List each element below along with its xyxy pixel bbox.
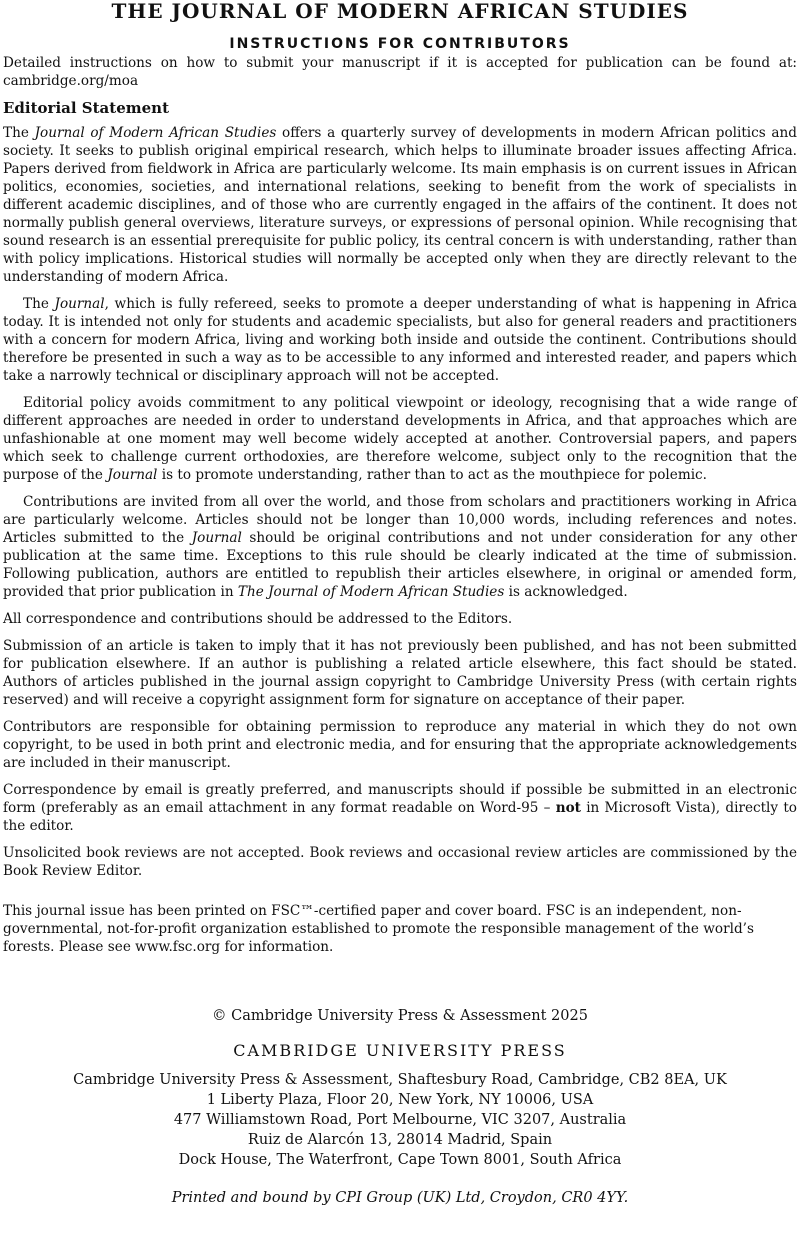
editorial-paragraph-1 [3, 124, 797, 286]
editorial-paragraph-7: Contributors are responsible for obtaining permission to reproduce any material in which they do not own copyright, to be used in both print and electronic media, and for ensuring that the appropriate acknowledgements are included in their manuscript. [3, 719, 797, 771]
fsc-notice: This journal issue has been printed on FSC™-certified paper and cover board. FSC is an independent, non-governmental, not-for-profit organization established to promote the responsible management of the world’s forests. Please see www.fsc.org for information. [3, 903, 754, 955]
editorial-paragraph-6: Submission of an article is taken to imply that it has not previously been published, and has not been submitted for publication elsewhere. If an author is publishing a related article elsewhere, this fact should be stated. Authors of articles published in the journal assign copyright to Cambridge University Press (with certain rights reserved) and will receive a copyright assignment form for signature on acceptance of their paper. [3, 638, 797, 708]
journal-name-italic: The Journal of Modern African Studies [237, 584, 505, 600]
printer-credit: Printed and bound by CPI Group (UK) Ltd, Croydon, CR0 4YY. [171, 1190, 629, 1206]
instructions-subtitle: INSTRUCTIONS FOR CONTRIBUTORS [229, 36, 571, 52]
text-run: in Microsoft Vista), directly to the editor. [3, 800, 797, 834]
editorial-paragraph-9: Unsolicited book reviews are not accepted. Book reviews and occasional review articles are commissioned by the Book Review Editor. [3, 845, 797, 879]
submission-instructions-text: Detailed instructions on how to submit your manuscript if it is accepted for publication can be found at: cambridge.org/moa [3, 55, 797, 89]
text-run: offers a quarterly survey of developments in modern African politics and society. It seeks to publish original empirical research, which helps to illuminate broader issues affecting Africa. Papers derived from fieldwork in Africa are particularly welcome. Its main emphasis is on current issues in African politics, economies, societies, and international relations, seeking to benefit from the work of specialists in different academic disciplines, and of those who are currently engaged in the affairs of the continent. It does not normally publish general overviews, literature surveys, or expressions of personal opinion. While recognising that sound research is an essential prerequisite for public policy, its central concern is with understanding, rather than with policy implications. Historical studies will normally be accepted only when they are directly relevant to the understanding of modern Africa. [3, 125, 797, 285]
publisher-name: CAMBRIDGE UNIVERSITY PRESS [233, 1041, 567, 1060]
journal-name-italic: Journal of Modern African Studies [34, 125, 277, 141]
journal-name-italic: Journal [191, 530, 242, 546]
publisher-addresses [3, 1070, 797, 1170]
text-run: Correspondence by email is greatly preferred, and manuscripts should if possible be submitted in an electronic form (preferably as an email attachment in any format readable on Word-95 – [3, 782, 797, 816]
text-run: The [3, 125, 35, 141]
text-run: Editorial policy avoids commitment to any political viewpoint or ideology, recognising that a wide range of different approaches are needed in order to understand developments in Africa, and that approaches which are unfashionable at one moment may well become widely accepted at another. Controversial papers, and papers which seek to challenge current orthodoxies, are therefore welcome, subject only to the recognition that the purpose of the [3, 395, 797, 483]
editorial-paragraph-3 [3, 394, 797, 484]
bold-not: not [555, 800, 581, 816]
journal-name-italic: Journal [54, 296, 105, 312]
text-run: should be original contributions and not under consideration for any other publication at the same time. Exceptions to this rule should be clearly indicated at the time of submission. Following publication, authors are entitled to republish their articles elsewhere, in original or amended form, provided that prior publication in [3, 530, 797, 600]
copyright-line: © Cambridge University Press & Assessment 2025 [212, 1008, 588, 1024]
address-line: 477 Williamstown Road, Port Melbourne, VIC 3207, Australia [173, 1112, 627, 1128]
address-line: Cambridge University Press & Assessment, Shaftesbury Road, Cambridge, CB2 8EA, UK [73, 1072, 727, 1088]
editorial-paragraph-4 [3, 493, 797, 601]
text-run: , which is fully refereed, seeks to promote a deeper understanding of what is happening in Africa today. It is intended not only for students and academic specialists, but also for general readers and practitioners with a concern for modern Africa, living and working both inside and outside the continent. Contributions should therefore be presented in such a way as to be accessible to any informed and interested reader, and papers which take a narrowly technical or disciplinary approach will not be accepted. [3, 296, 797, 384]
journal-name-italic: Journal [107, 467, 158, 483]
text-run: is to promote understanding, rather than to act as the mouthpiece for polemic. [157, 467, 707, 483]
address-line: Ruiz de Alarcón 13, 28014 Madrid, Spain [247, 1132, 553, 1148]
text-run: is acknowledged. [504, 584, 628, 600]
editorial-paragraph-8 [3, 781, 797, 835]
address-line: 1 Liberty Plaza, Floor 20, New York, NY 10006, USA [206, 1092, 594, 1108]
address-line: Dock House, The Waterfront, Cape Town 8001, South Africa [178, 1152, 622, 1168]
editorial-statement-heading: Editorial Statement [3, 99, 169, 117]
journal-title: THE JOURNAL OF MODERN AFRICAN STUDIES [111, 0, 689, 23]
text-run: Contributions are invited from all over the world, and those from scholars and practitioners working in Africa are particularly welcome. Articles should not be longer than 10,000 words, including references and notes. Articles submitted to the [3, 494, 797, 546]
editorial-paragraph-2 [3, 295, 797, 385]
text-run: The [23, 296, 55, 312]
editorial-paragraph-5: All correspondence and contributions should be addressed to the Editors. [3, 611, 513, 627]
